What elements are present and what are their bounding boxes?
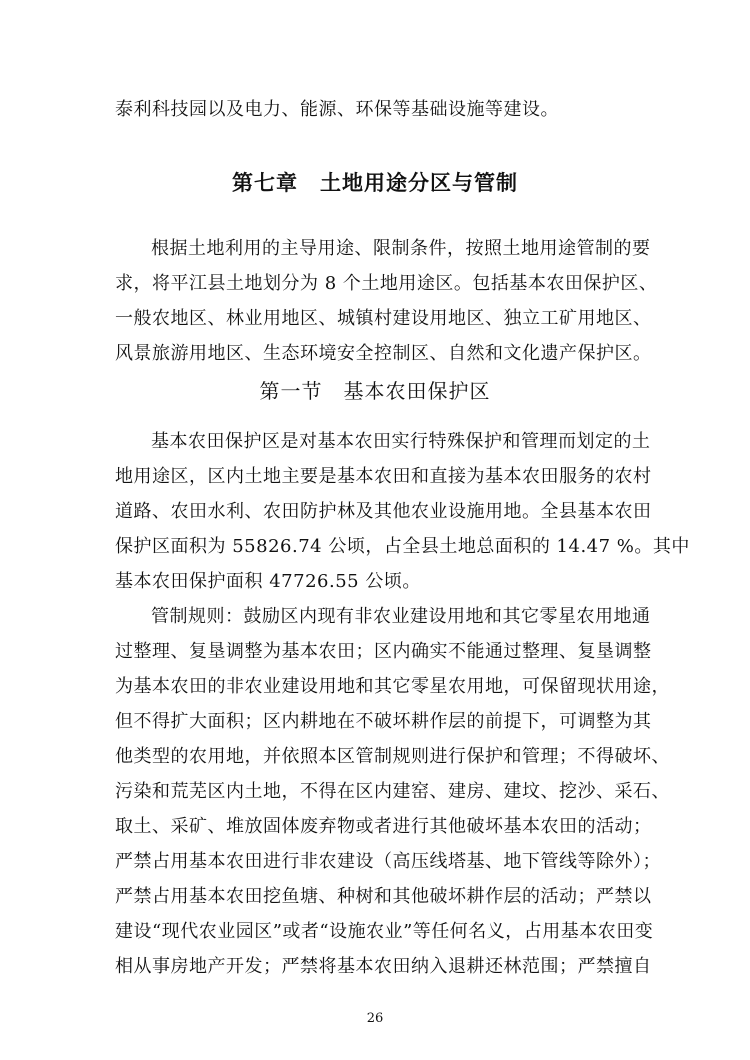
text-line: 风景旅游用地区、生态环境安全控制区、自然和文化遗产保护区。 (115, 343, 652, 364)
text-line: 严禁占用基本农田挖鱼塘、种树和其他破坏耕作层的活动；严禁以 (115, 886, 652, 907)
text-line: 严禁占用基本农田进行非农建设（高压线塔基、地下管线等除外）； (115, 851, 661, 872)
text-line: 地用途区，区内土地主要是基本农田和直接为基本农田服务的农村 (115, 466, 652, 487)
text-line: 取土、采矿、堆放固体废弃物或者进行其他破坏基本农田的活动； (115, 816, 652, 837)
chapter-title: 第七章 土地用途分区与管制 (232, 171, 518, 195)
text-line: 污染和荒芜区内土地，不得在区内建窑、建房、建坟、挖沙、采石、 (115, 781, 670, 802)
text-line: 根据土地利用的主导用途、限制条件，按照土地用途管制的要 (151, 238, 651, 259)
text-line: 他类型的农用地，并依照本区管制规则进行保护和管理；不得破坏、 (115, 746, 670, 767)
text-line: 相从事房地产开发；严禁将基本农田纳入退耕还林范围；严禁擅自 (115, 956, 652, 977)
text-line: 道路、农田水利、农田防护林及其他农业设施用地。全县基本农田 (115, 501, 652, 522)
text-line: 建设“现代农业园区”或者“设施农业”等任何名义，占用基本农田变 (115, 921, 654, 942)
text-line: 管制规则：鼓励区内现有非农业建设用地和其它零星农用地通 (151, 606, 651, 627)
text-line: 为基本农田的非农业建设用地和其它零星农用地，可保留现状用途， (115, 676, 670, 697)
page-number: 26 (366, 1011, 384, 1026)
text-line: 过整理、复垦调整为基本农田；区内确实不能通过整理、复垦调整 (115, 641, 652, 662)
text-line: 保护区面积为 55826.74 公顷，占全县土地总面积的 14.47 %。其中 (115, 536, 690, 557)
section-title: 第一节 基本农田保护区 (259, 379, 491, 403)
text-line: 泰利科技园以及电力、能源、环保等基础设施等建设。 (115, 99, 559, 120)
text-line: 基本农田保护区是对基本农田实行特殊保护和管理而划定的土 (151, 431, 651, 452)
text-line: 求，将平江县土地划分为 8 个土地用途区。包括基本农田保护区、 (115, 273, 658, 294)
text-line: 基本农田保护面积 47726.55 公顷。 (115, 571, 421, 592)
text-line: 但不得扩大面积；区内耕地在不破坏耕作层的前提下，可调整为其 (115, 711, 652, 732)
text-line: 一般农地区、林业用地区、城镇村建设用地区、独立工矿用地区、 (115, 308, 652, 329)
